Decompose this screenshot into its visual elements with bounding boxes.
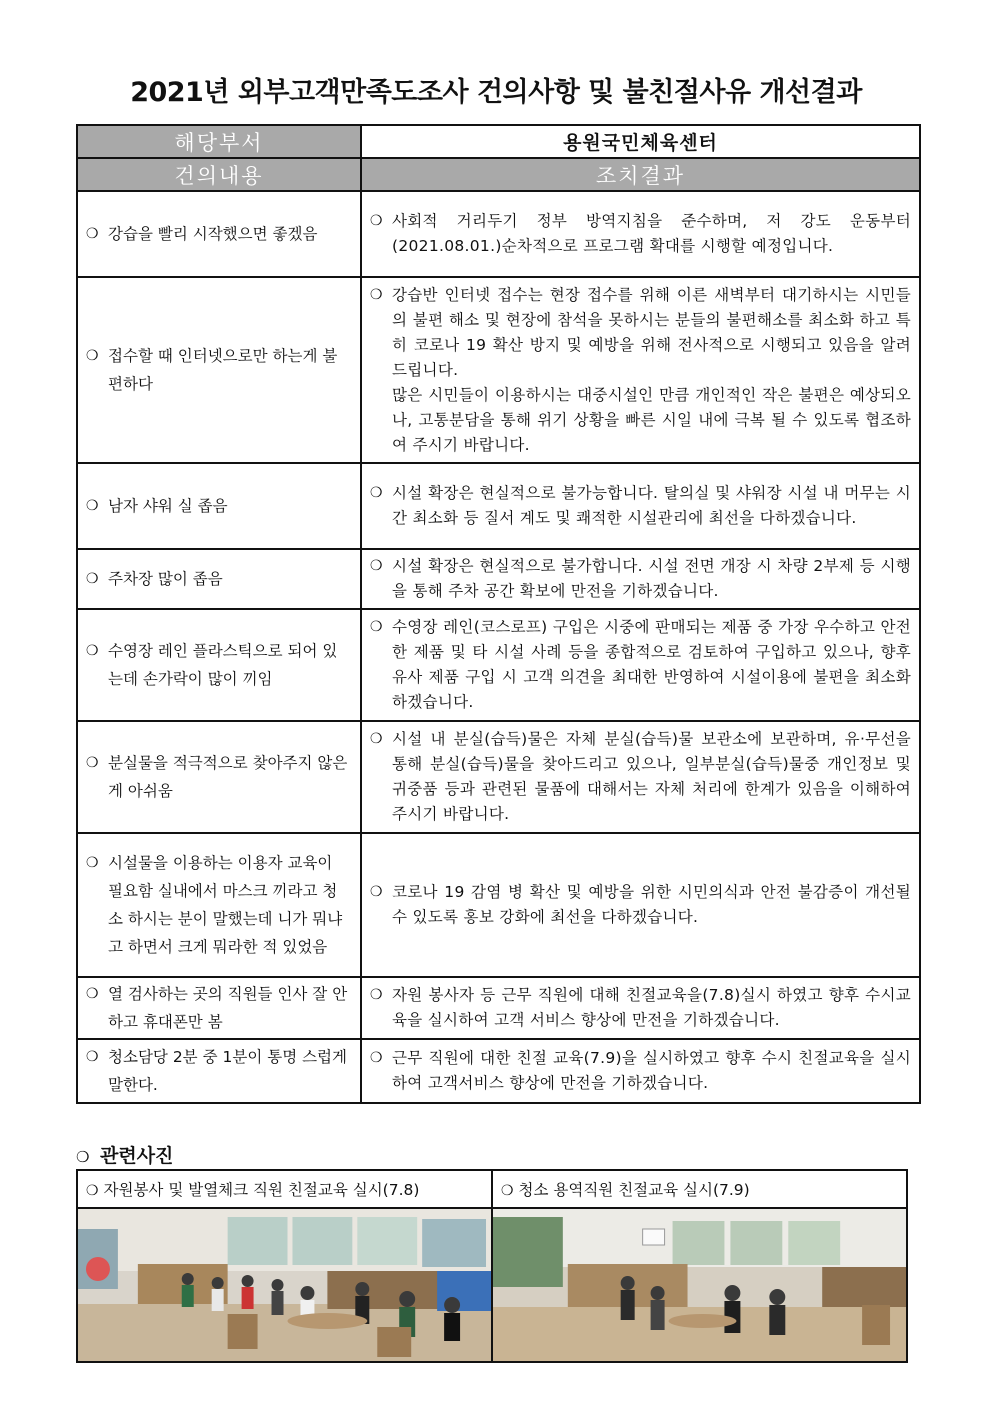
- bullet-icon: ❍: [370, 213, 383, 229]
- photos-heading-text: 관련사진: [100, 1145, 174, 1167]
- suggestion-text: 강습을 빨리 시작했으면 좋겠음: [108, 225, 318, 243]
- training-photo-1: [77, 1208, 492, 1362]
- table-row: [77, 609, 920, 721]
- photo-caption-1: ❍ 자원봉사 및 발열체크 직원 친절교육 실시(7.8): [77, 1170, 492, 1208]
- action-text: 시설 확장은 현실적으로 불가능합니다. 탈의실 및 샤워장 시설 내 머무는 시간 최소화 등 질서 계도 및 쾌적한 시설관리에 최선을 다하겠습니다.: [392, 484, 911, 527]
- photo-caption-2: ❍ 청소 용역직원 친절교육 실시(7.9): [492, 1170, 907, 1208]
- bullet-icon: ❍: [370, 987, 383, 1003]
- bullet-icon: ❍: [370, 485, 383, 501]
- suggestion-header: 건의내용: [77, 158, 361, 191]
- bullet-icon: ❍: [86, 986, 99, 1002]
- suggestion-text: 수영장 레인 플라스틱으로 되어 있는데 손가락이 많이 끼임: [108, 642, 338, 688]
- action-text: 사회적 거리두기 정부 방역지침을 준수하며, 저 강도 운동부터(2021.08.01.)순차적으로 프로그램 확대를 시행할 예정입니다.: [392, 212, 911, 255]
- table-row: [77, 833, 920, 977]
- table-row: [77, 549, 920, 609]
- action-text: 코로나 19 감염 병 확산 및 예방을 위한 시민의식과 안전 불감증이 개선될 수 있도록 홍보 강화에 최선을 다하겠습니다.: [392, 883, 911, 926]
- action-text: 강습반 인터넷 접수는 현장 접수를 위해 이른 새벽부터 대기하시는 시민들의 불편 해소 및 현장에 참석을 못하시는 분들의 불편해소를 최소화 하고 특히 코로나 19 확산 방지 및 예방을 위해 전사적으로 시행되고 있음을 알려 드립니다.: [392, 285, 911, 379]
- training-photo-1-image: [78, 1209, 491, 1361]
- bullet-icon: ❍: [86, 348, 99, 364]
- action-text-continued: 많은 시민들이 이용하시는 대중시설인 만큼 개인적인 작은 불편은 예상되오나, 고통분담을 통해 위기 상황을 빠른 시일 내에 극복 될 수 있도록 협조하여 주시기 바랍니다.: [392, 385, 911, 454]
- action-text: 시설 확장은 현실적으로 불가합니다. 시설 전면 개장 시 차량 2부제 등 시행을 통해 주차 공간 확보에 만전을 기하겠습니다.: [392, 557, 911, 600]
- photos-heading: [76, 1141, 173, 1168]
- action-header: 조치결과: [361, 158, 920, 191]
- suggestion-text: 열 검사하는 곳의 직원들 인사 잘 안하고 휴대폰만 봄: [108, 985, 348, 1031]
- bullet-icon: ❍: [370, 619, 383, 635]
- suggestion-text: 청소담당 2분 중 1분이 통명 스럽게 말한다.: [108, 1048, 348, 1094]
- training-photo-2: [492, 1208, 907, 1362]
- suggestion-text: 시설물을 이용하는 이용자 교육이 필요함 실내에서 마스크 끼라고 청소 하시는 분이 말했는데 니가 뭐냐고 하면서 크게 뭐라한 적 있었음: [108, 854, 343, 956]
- table-row: [77, 977, 920, 1039]
- table-row: [77, 463, 920, 549]
- bullet-icon: ❍: [86, 571, 99, 587]
- training-photo-2-image: [493, 1209, 906, 1361]
- bullet-icon: ❍: [86, 226, 99, 242]
- table-row: [77, 277, 920, 463]
- photo-table: [76, 1169, 908, 1363]
- dept-label: 해당부서: [77, 125, 361, 158]
- bullet-icon: ❍: [86, 643, 99, 659]
- bullet-icon: ❍: [370, 884, 383, 900]
- suggestion-text: 주차장 많이 좁음: [108, 570, 223, 588]
- bullet-icon: ❍: [501, 1183, 514, 1199]
- suggestion-text: 남자 샤워 실 좁음: [108, 497, 228, 515]
- table-row: [77, 1039, 920, 1103]
- bullet-icon: ❍: [86, 498, 99, 514]
- suggestion-text: 분실물을 적극적으로 찾아주지 않은 게 아쉬움: [108, 754, 348, 800]
- bullet-icon: ❍: [370, 286, 383, 303]
- bullet-icon: ❍: [86, 1183, 99, 1199]
- bullet-icon: ❍: [76, 1148, 90, 1166]
- action-text: 자원 봉사자 등 근무 직원에 대해 친절교육을(7.8)실시 하였고 향후 수시교육을 실시하여 고객 서비스 향상에 만전을 기하겠습니다.: [392, 986, 911, 1029]
- action-text: 근무 직원에 대한 친절 교육(7.9)을 실시하였고 향후 수시 친절교육을 실시하여 고객서비스 향상에 만전을 기하겠습니다.: [392, 1049, 911, 1092]
- page-title: 2021년 외부고객만족도조사 건의사항 및 불친절사유 개선결과: [130, 77, 862, 108]
- bullet-icon: ❍: [86, 1049, 99, 1065]
- table-row: [77, 721, 920, 833]
- bullet-icon: ❍: [86, 855, 99, 871]
- table-row: [77, 191, 920, 277]
- action-text: 시설 내 분실(습득)물은 자체 분실(습득)물 보관소에 보관하며, 유·무선을 통해 분실(습득)물을 찾아드리고 있으나, 일부분실(습득)물중 개인정보 및 귀중품 등과 관련된 물품에 대해서는 자체 처리에 한계가 있음을 이해하여 주시기 바랍니다.: [392, 730, 911, 823]
- bullet-icon: ❍: [370, 558, 383, 574]
- bullet-icon: ❍: [370, 731, 383, 747]
- dept-value: 용원국민체육센터: [361, 125, 920, 158]
- improvement-table: [76, 124, 921, 1104]
- bullet-icon: ❍: [86, 755, 99, 771]
- bullet-icon: ❍: [370, 1050, 383, 1066]
- suggestion-text: 접수할 때 인터넷으로만 하는게 불편하다: [108, 347, 338, 393]
- action-text: 수영장 레인(코스로프) 구입은 시중에 판매되는 제품 중 가장 우수하고 안전한 제품 및 타 시설 사례 등을 종합적으로 검토하여 구입하고 있으나, 향후 유사 제품 구입 시 고객 의견을 최대한 반영하여 시설이용에 불편을 최소화 하겠습니다.: [392, 618, 911, 711]
